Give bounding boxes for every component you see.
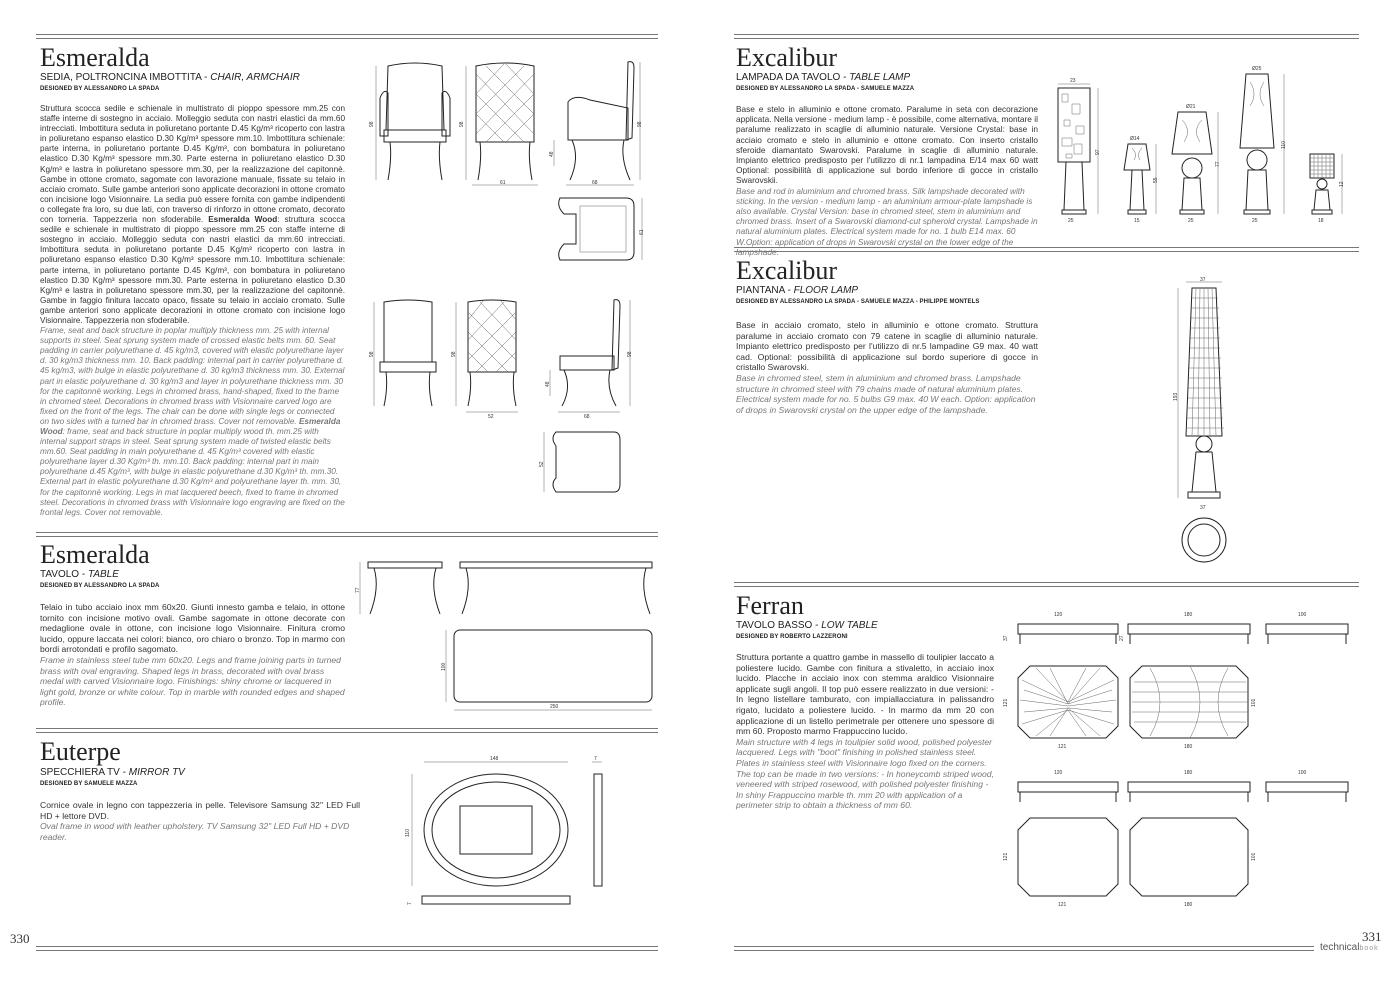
dim-37: 37: [1003, 635, 1009, 641]
dim-180: 180: [1184, 770, 1193, 776]
esmeralda-table-title: Esmeralda: [40, 540, 150, 569]
dim-98: 98: [459, 121, 465, 127]
ferran-description: [736, 652, 994, 811]
dim-101: 101: [1251, 698, 1257, 707]
chair-back-drawing: [452, 296, 542, 420]
excalibur-table-lamp-description: [736, 104, 1038, 257]
armchair-front-drawing: [370, 58, 460, 188]
subtitle-en: MIRROR TV: [128, 767, 185, 778]
wood-label: Esmeralda Wood: [208, 215, 278, 225]
dim-100: 100: [1298, 612, 1307, 618]
mirror-top-drawing: [406, 892, 586, 912]
armchair-back-drawing: [460, 58, 550, 188]
dim-98: 98: [369, 121, 375, 127]
dim-d25: Ø25: [1252, 66, 1262, 72]
dim-98: 98: [637, 121, 643, 127]
excalibur-floor-lamp-designer: DESIGNED BY ALESSANDRO LA SPADA - SAMUELE MAZZA - PHILIPPE MONTELS: [736, 299, 980, 305]
dim-d21: Ø21: [1186, 104, 1196, 110]
esmeralda-table-description: [40, 602, 345, 708]
dim-180: 180: [1184, 902, 1193, 908]
subtitle-it: SPECCHIERA TV -: [40, 767, 129, 778]
top-rule-right: [734, 34, 1359, 39]
desc-en: Frame in stainless steel tube mm 60x20. Legs and frame joining parts in turned brass with oval engraving. Shaped legs in brass, decorated with oval brass medal with carved Visionnaire logo. Finishings: shiny chrome or lacquered in light gold, bronze or white colour. Top in marble with rounded edges and shaped profile.: [40, 654, 345, 708]
armchair-side-drawing: [550, 58, 650, 188]
dim-98: 98: [627, 351, 633, 357]
desc-en-wood: : frame, seat and back structure in poplar multiply wood th. mm.25 with internal support straps in steel. Seat sprung system made of twisted elastic belts mm.60. Seat padding in main polyurethane d. 45 Kg/m³ covered with elastic polyurethane layer d.30 Kg/m³ th. mm.10. Back padding: internal part in main polyurethane d.45 Kg/m³, with bulge in elastic polyurethane d.30 Kg/m³ th. mm.30. External part in elastic polyurethane d.30 Kg/m³ and polyurethane layer th. mm. 30, for the capitonnè working. Legs in mat lacquered beech, fixed to frame in chromed steel. Decorations in chromed brass with Visionnaire logo engraving are fixed on the frontal legs. Cover not removable.: [40, 427, 345, 517]
bottom-rule-left: [36, 946, 658, 951]
brand-technical: technical: [1320, 942, 1360, 953]
chair-top-drawing: [540, 428, 640, 498]
table-lamp-drawings: [1052, 64, 1352, 224]
dim-52: 52: [488, 414, 494, 420]
dim-98: 98: [369, 351, 375, 357]
dim-120: 120: [1054, 770, 1063, 776]
dim-121: 121: [1003, 698, 1009, 707]
dim-250: 250: [550, 704, 559, 710]
euterpe-description: [40, 800, 360, 842]
brand-book: book: [1359, 945, 1379, 952]
dim-148: 148: [490, 756, 499, 762]
ferran-subtitle: [736, 620, 878, 632]
section-rule-left-2: [36, 728, 658, 733]
armchair-top-drawing: [550, 192, 650, 272]
dim-193: 193: [1173, 392, 1179, 401]
excalibur-floor-lamp-description: [736, 320, 1038, 415]
dim-110: 110: [1281, 141, 1287, 149]
subtitle-it: SEDIA, POLTRONCINA IMBOTTITA -: [40, 72, 211, 83]
wood-label-en: Esmeralda Wood: [40, 416, 341, 436]
subtitle-it: PIANTANA -: [736, 285, 794, 296]
dim-120: 120: [1054, 612, 1063, 618]
ferran-designer: DESIGNED BY ROBERTO LAZZERONI: [736, 634, 848, 640]
euterpe-subtitle: [40, 767, 185, 779]
desc-it: Base e stelo in alluminio e ottone cromato. Paralume in seta con decorazione applicata. Nella versione - medium lamp - è possibile, come alternativa, montare il paralume realizzato in scaglie di alluminio naturale. Versione Crystal: base in acciaio cromato e stelo in alluminio e ottone cromato. Con inserto cristallo sferoide diamantato Swarovski. Paralume in scaglie di alluminio naturale. Impianto elettrico predisposto per l'utilizzo di nr.1 lampadina E/14 max 60 watt Optional: possibilità di applicazione sul bordo inferiore di gocce in cristallo Swarovskii.: [736, 104, 1038, 186]
desc-it-wood: : struttura scocca sedile e schienale in multistrato di pioppo spessore mm.25 con staffe interne di sostegno in acciaio. Molleggio seduta con nastri elastici da mm.60 intrecciati. Imbottitura seduta in poliuretano portante D.45 Kg/m³ ricoperto con lastra in poliuretano espanso elastico D.30 Kg/m³ spessore mm.10. Imbottitura schienale: parte interna, in poliuretano portante D.45 Kg/m³, con bombatura in poliuretano elastico D.30 Kg/m³ spessore mm.30. Parte esterna in poliuretano elastico D.30 Kg/m³ e lastra in poliuretano spessore mm.30, per la realizzazione del capitonnè. Gambe in faggio finitura laccato opaco, fissate su telaio in acciaio cromato. Sulle gambe anteriori sono applicate decorazioni in ottone cromato con incisione logo Visionnaire. Tappezzeria non sfoderabile.: [40, 215, 345, 325]
section-rule-left-1: [36, 532, 658, 537]
chair-side-drawing: [546, 296, 646, 420]
subtitle-en: TABLE LAMP: [849, 72, 911, 83]
floor-lamp-drawing: [1170, 278, 1240, 568]
desc-it: Telaio in tubo acciaio inox mm 60x20. Giunti innesto gamba e telaio, in ottone tornito con incisione motivo ovali. Gambe sagomate in ottone decorate con medaglione ovale in ottone, con incisione logo Visionnaire. Finitura cromo lucido, oppure laccata nei colori: bianco, oro chiaro o bronzo. Top in marmo con bordi arrotondati e profilo sagomato.: [40, 602, 345, 655]
desc-en-main: Frame, seat and back structure in poplar multiply thickness mm. 25 with internal supports in steel. Seat sprung system made of crossed elastic belts mm. 60. Seat padding in carrier polyurethane d. 45 kg/m3, covered with elastic polyurethane layer d. 30 kg/m3 thickness mm. 10. Back padding: internal part in carrier polyurethane d. 45 kg/m3, with bulge in elastic polyurethane d. 30 kg/m3 thickness mm. 30. External part in elastic polyurethane d. 30 kg/m3 and layer in polyurethane thickness mm. 30 for the capitonnè working. Legs in chromed brass, hand-shaped, fixed to the frame in chromed steel. Decorations in chromed brass with Visionnaire carved logo are fixed on the front of the legs. The chair can be done with single legs or connected on two sides with a turned bar in chromed brass. Cover not removable.: [40, 326, 345, 426]
dim-37: 37: [1200, 505, 1206, 511]
technical-book-logo: [1320, 942, 1379, 953]
dim-25: 25: [1252, 218, 1258, 224]
dim-27: 27: [1119, 635, 1125, 641]
subtitle-it: TAVOLO BASSO -: [736, 620, 822, 631]
dim-37: 37: [1200, 277, 1206, 283]
subtitle-en: TABLE: [87, 569, 119, 580]
dim-98: 98: [451, 351, 457, 357]
dim-97: 97: [1095, 149, 1101, 155]
esmeralda-table-subtitle: [40, 569, 119, 581]
dim-101: 101: [1251, 852, 1257, 861]
dim-61: 61: [639, 229, 645, 235]
page-number-right: 331: [1362, 929, 1382, 944]
subtitle-it: LAMPADA DA TAVOLO -: [736, 72, 850, 83]
subtitle-en: LOW TABLE: [821, 620, 878, 631]
dim-d14: Ø14: [1130, 136, 1140, 142]
dim-180: 180: [1184, 612, 1193, 618]
dim-23: 23: [1070, 78, 1076, 84]
ferran-drawings: [1000, 608, 1352, 908]
page-number-left: 330: [10, 931, 30, 946]
excalibur-floor-lamp-subtitle: [736, 285, 858, 297]
dim-77: 77: [355, 587, 361, 593]
dim-180: 180: [1184, 744, 1193, 750]
esmeralda-chair-title: Esmeralda: [40, 43, 150, 72]
ferran-title: Ferran: [736, 591, 804, 620]
esmeralda-chair-designer: DESIGNED BY ALESSANDRO LA SPADA: [40, 86, 160, 92]
euterpe-title: Euterpe: [40, 737, 121, 766]
dim-68: 68: [584, 414, 590, 420]
excalibur-table-lamp-title: Excalibur: [736, 43, 838, 72]
section-rule-right-2: [734, 582, 1359, 587]
top-rule-left: [36, 34, 658, 39]
desc-it: Struttura scocca sedile e schienale in multistrato di pioppo spessore mm.25 con staffe interne di sostegno in acciaio. Molleggio seduta con nastri elastici da mm.60 intrecciati. Imbottitura seduta in poliuretano portante D.45 Kg/m³ ricoperto con lastra in poliuretano espanso elastico D.30 Kg/m³ spessore mm.10. Imbottitura schienale: parte interna, in poliuretano portante D.45 Kg/m³, con bombatura in poliuretano elastico D.30 Kg/m³ spessore mm.30. Parte esterna in poliuretano elastico D.30 Kg/m³ e lastra in poliuretano spessore mm.30, per la realizzazione del capitonnè. Gambe in ottone cromato, sagomate con lavorazione manuale, fissate su telaio in acciaio cromato. Sulle gambe anteriori sono applicate decorazioni in ottone cromato con incisione logo Visionnaire. La sedia può essere fornita con gambe indipendenti o collegate fra loro, su due lati, con traverso di rinforzo in ottone cromato, decorato con torneria. Tappezzeria non sfoderabile.: [40, 104, 345, 225]
desc-en: [40, 326, 345, 518]
desc-it: Base in acciaio cromato, stelo in alluminio e ottone cromato. Struttura paralume in acciaio cromato con 79 catene in scaglie di alluminio naturale. Impianto elettrico predisposto per l'utilizzo di nr.5 lampadine G9 max. 40 watt cad. Optional: possibilità di applicazione sul bordo superiore di gocce in cristallo Swarovski.: [736, 320, 1038, 373]
dim-48: 48: [549, 151, 555, 157]
dim-7: 7: [407, 902, 413, 905]
subtitle-en: FLOOR LAMP: [793, 285, 859, 296]
dim-77: 77: [1215, 161, 1221, 167]
excalibur-table-lamp-subtitle: [736, 72, 910, 84]
dim-48: 48: [545, 381, 551, 387]
table-side-drawing: [456, 558, 656, 618]
esmeralda-table-designer: DESIGNED BY ALESSANDRO LA SPADA: [40, 583, 160, 589]
desc-en: Main structure with 4 legs in toulipier solid wood, polished polyester lacquered. Legs with "boot" finishing in polished stainless steel. Plates in stainless steel with Visionnaire logo fixed on the corners. The top can be made in two versions: - In honeycomb striped wood, veneered with striped rosewood, with polished polyester finishing - In shiny Frappuccino marble th. mm 20 with application of a perimeter strip to obtain a thickness of mm 60.: [736, 736, 994, 811]
mirror-front-drawing: [406, 756, 586, 892]
chair-front-drawing: [370, 296, 450, 414]
desc-en: Base in chromed steel, stem in aluminium and chromed brass. Lampshade structure in chromed steel with 79 chains made of natural aluminium plates. Electrical system made for no. 5 bulbs G9 max. 40 W each. Option: application of drops in Swarovski crystal on the upper edge of the lampshade.: [736, 372, 1036, 415]
dim-121: 121: [1058, 902, 1067, 908]
table-front-drawing: [356, 558, 446, 618]
section-rule-right-1: [734, 247, 1359, 252]
excalibur-table-lamp-designer: DESIGNED BY ALESSANDRO LA SPADA - SAMUELE MAZZA: [736, 86, 915, 92]
dim-61: 61: [500, 180, 506, 186]
dim-121: 121: [1003, 852, 1009, 861]
mirror-side-drawing: [588, 756, 608, 892]
dim-18: 18: [1318, 218, 1324, 224]
dim-100: 100: [1298, 770, 1307, 776]
esmeralda-chair-description: [40, 104, 345, 518]
dim-121: 121: [1058, 744, 1067, 750]
subtitle-it: TAVOLO -: [40, 569, 88, 580]
dim-55: 55: [1153, 177, 1159, 183]
dim-25: 25: [1188, 218, 1194, 224]
dim-12: 12: [1339, 181, 1345, 187]
desc-it: Struttura portante a quattro gambe in massello di toulipier laccato a poliestere lucido. Gambe con finitura a stivaletto, in acciaio inox lucido. Placche in acciaio inox con stemma araldico Visionnaire applicate sugli angoli. Il top può essere realizzato in due versioni: - In legno listellare tamburato, con impiallacciatura in palissandro rigato, lucidato a poliestere lucido. - In marmo da mm 20 con applicazione di un listello perimetrale per ottenere uno spessore di mm 60. Proposto marmo Frappuccino lucido.: [736, 652, 994, 737]
excalibur-floor-lamp-title: Excalibur: [736, 256, 838, 285]
desc-en: Oval frame in wood with leather upholstery. TV Samsung 32" LED Full HD + DVD reader.: [40, 821, 350, 842]
dim-68: 68: [592, 180, 598, 186]
desc-en: Base and rod in aluminium and chromed brass. Silk lampshade decorated with sticking. In the version - medium lamp - an aluminium armour-plate lampshade is also available. Crystal Version: base in chromed steel, stem in aluminium and chromed brass. Insert of a Swarovski diamond-cut spheroid crystal. Lampshade in natural aluminium plates. Electrical system made for no. 1 bulb E14 max. 60 W.Option: application of drops in Swarovski crystal on the lower edge of the lampshade.: [736, 185, 1038, 257]
dim-15: 15: [1134, 218, 1140, 224]
desc-it: Cornice ovale in legno con tappezzeria in pelle. Televisore Samsung 32" LED Full HD + lettore DVD.: [40, 800, 360, 821]
dim-25: 25: [1068, 218, 1074, 224]
dim-100: 100: [441, 662, 447, 671]
dim-7: 7: [594, 756, 597, 762]
esmeralda-chair-subtitle: [40, 72, 300, 84]
subtitle-en: CHAIR, ARMCHAIR: [210, 72, 300, 83]
dim-110: 110: [405, 829, 411, 837]
bottom-rule-right: [734, 946, 1314, 951]
dim-52: 52: [539, 461, 545, 467]
table-top-drawing: [441, 626, 658, 716]
euterpe-designer: DESIGNED BY SAMUELE MAZZA: [40, 781, 138, 787]
